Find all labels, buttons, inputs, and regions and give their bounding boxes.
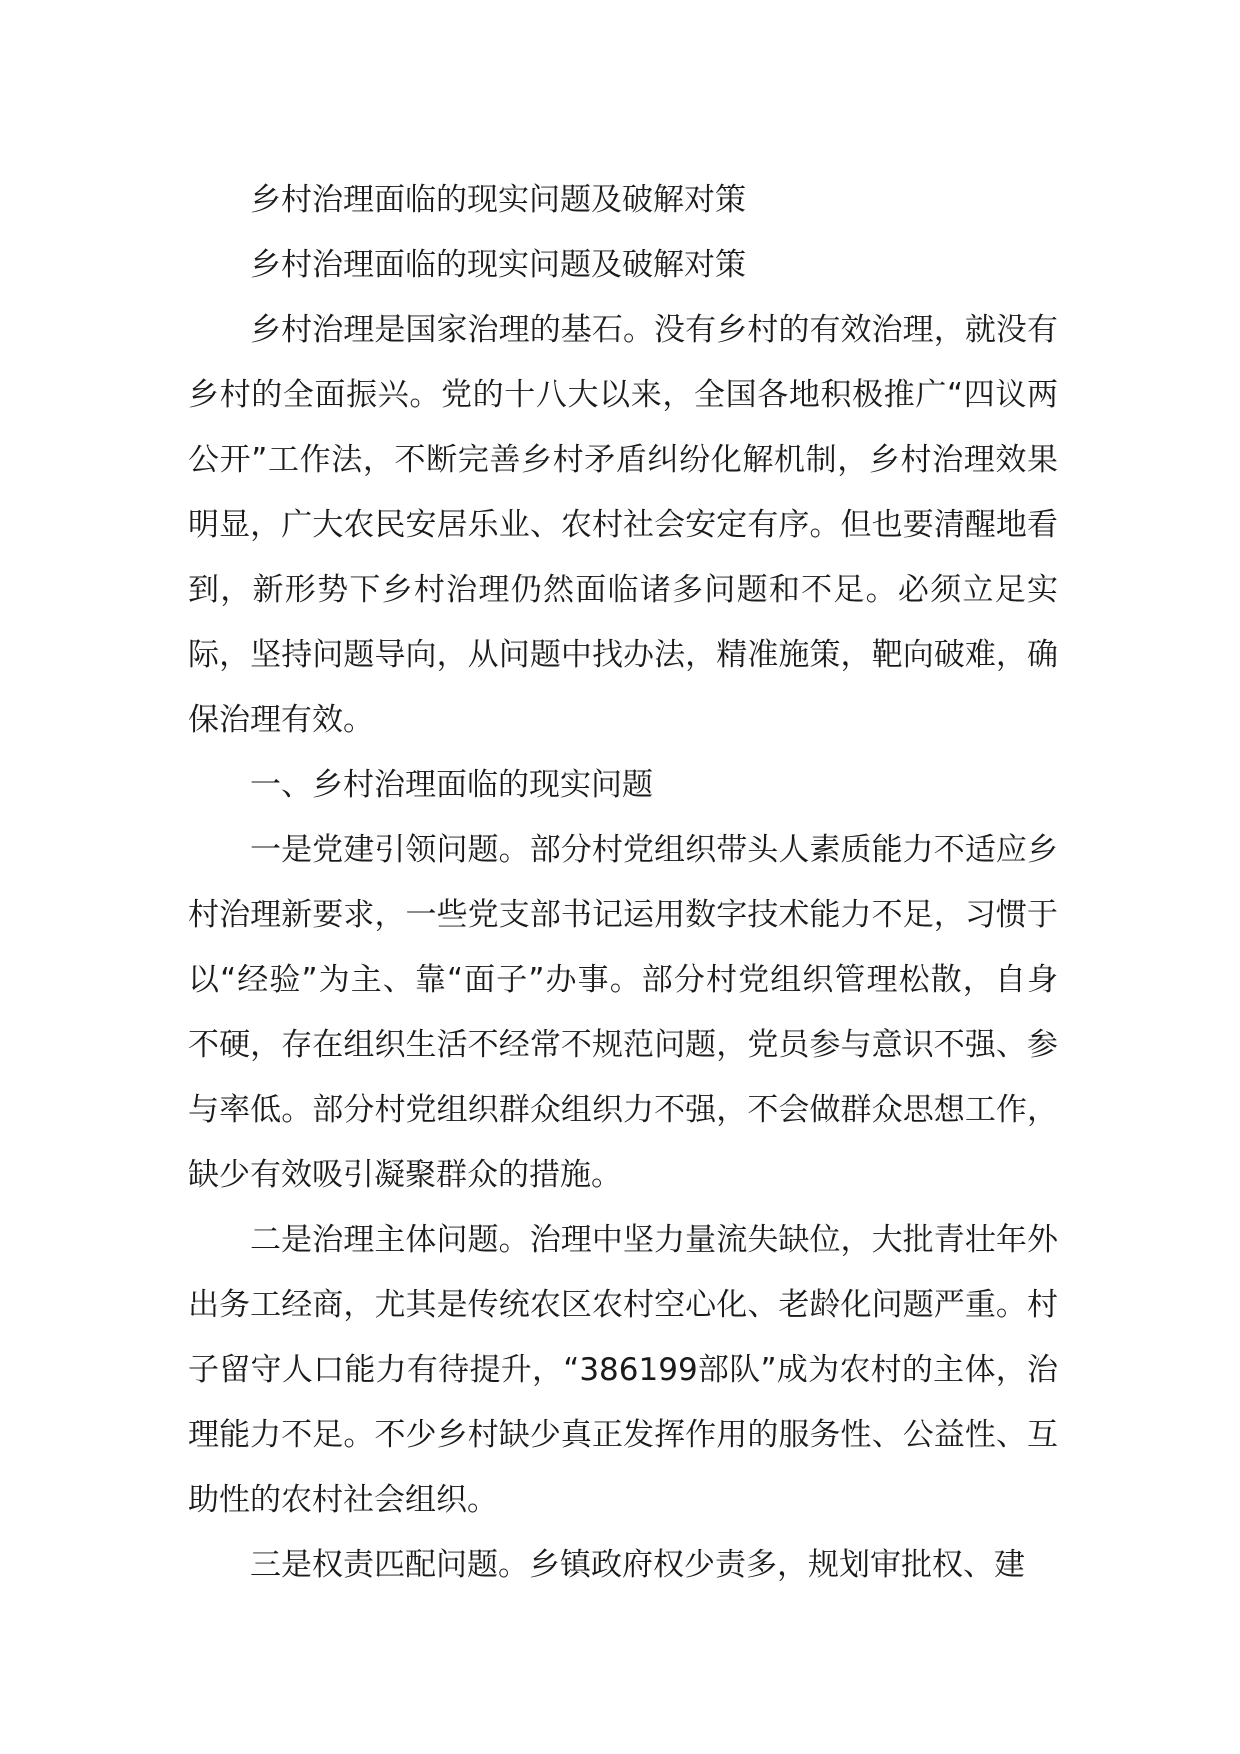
section-heading: 一、乡村治理面临的现实问题 [250,767,653,803]
paragraph-governance-subject: 二是治理主体问题。治理中坚力量流失缺位，大批青壮年外出务工经商，尤其是传统农区农村空心化、老龄化问题严重。村子留守人口能力有待提升，“386199部队”成为农村的主体，治理能力不足。不少乡村缺少真正发挥作用的服务性、公益性、互助性的农村社会组织。 [188,1222,1058,1518]
document-subtitle: 乡村治理面临的现实问题及破解对策 [250,247,746,283]
paragraph-rights-responsibilities: 三是权责匹配问题。乡镇政府权少责多，规划审批权、建 [250,1547,1025,1583]
paragraph-party-building: 一是党建引领问题。部分村党组织带头人素质能力不适应乡村治理新要求，一些党支部书记运用数字技术能力不足，习惯于以“经验”为主、靠“面子”办事。部分村党组织管理松散，自身不硬，存在组织生活不经常不规范问题，党员参与意识不强、参与率低。部分村党组织群众组织力不强，不会做群众思想工作，缺少有效吸引凝聚群众的措施。 [188,832,1058,1193]
document-title: 乡村治理面临的现实问题及破解对策 [250,182,746,218]
paragraph-intro: 乡村治理是国家治理的基石。没有乡村的有效治理，就没有乡村的全面振兴。党的十八大以来，全国各地积极推广“四议两公开”工作法，不断完善乡村矛盾纠纷化解机制，乡村治理效果明显，广大农民安居乐业、农村社会安定有序。但也要清醒地看到，新形势下乡村治理仍然面临诸多问题和不足。必须立足实际，坚持问题导向，从问题中找办法，精准施策，靶向破难，确保治理有效。 [188,312,1058,738]
document-body [188,168,1058,1598]
